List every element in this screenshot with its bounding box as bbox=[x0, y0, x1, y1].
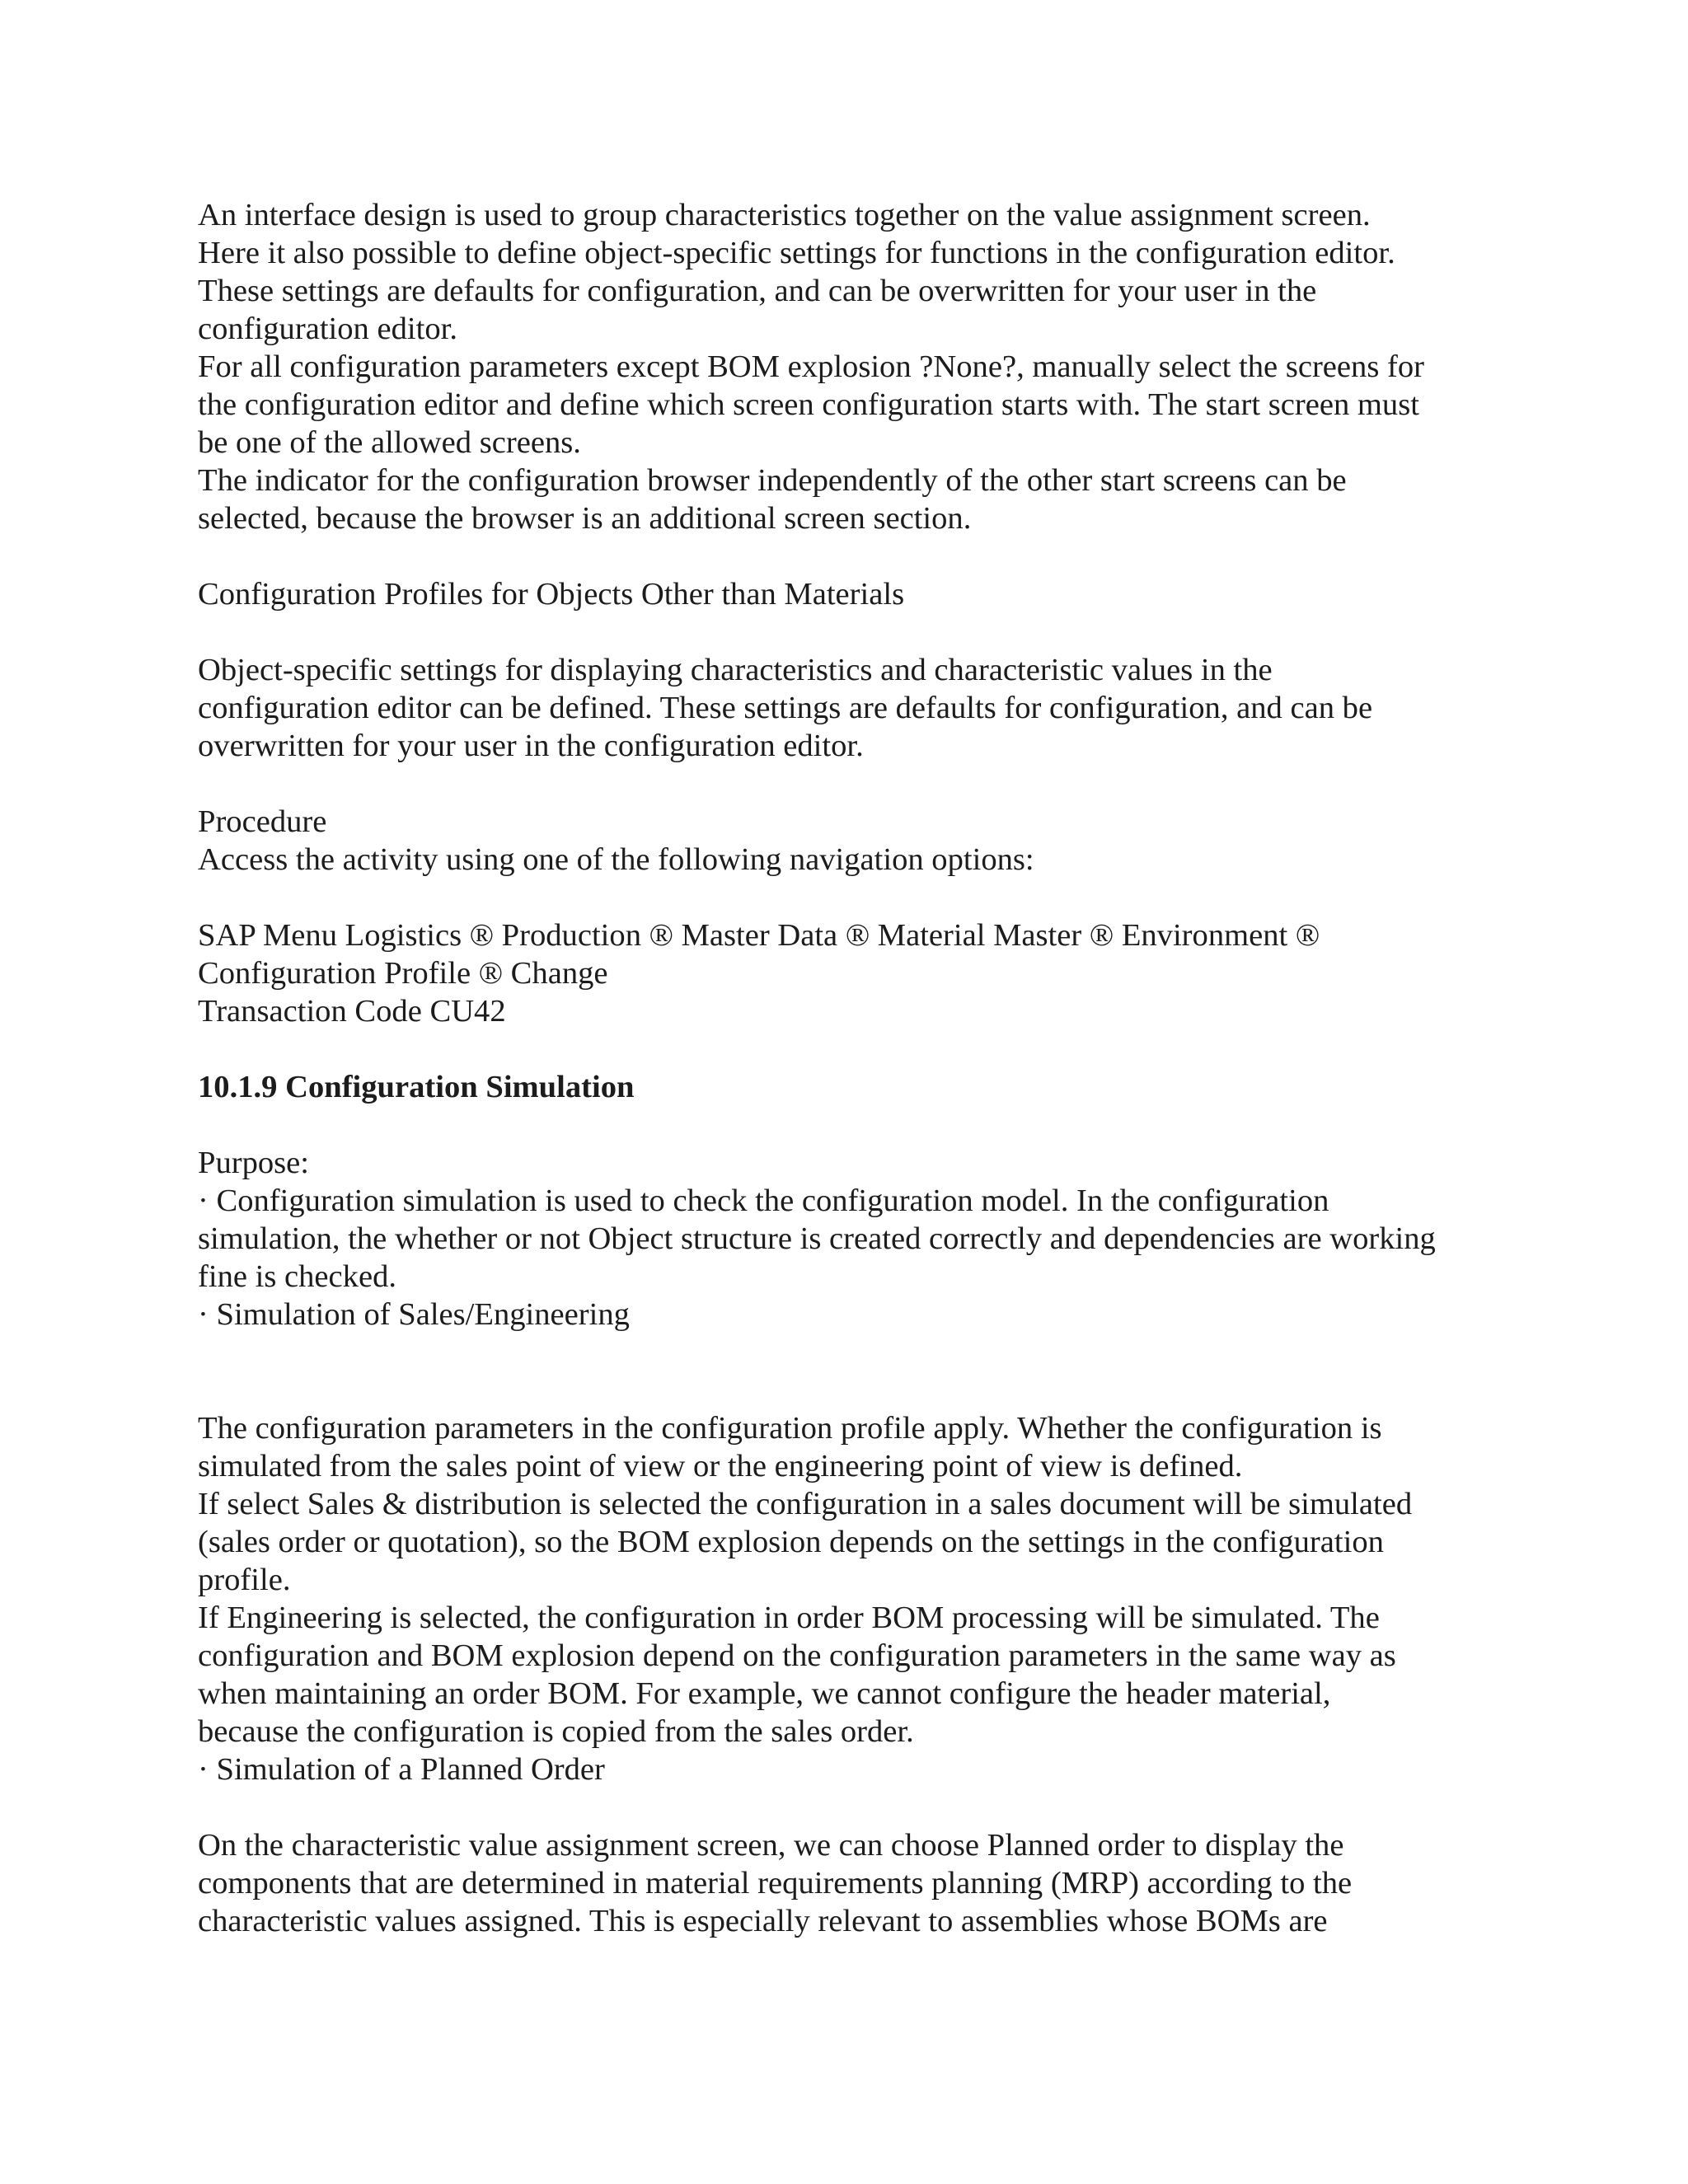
text-line: overwritten for your user in the configuration editor. bbox=[198, 729, 864, 763]
text-line: · Simulation of Sales/Engineering bbox=[198, 1297, 630, 1332]
text-line: profile. bbox=[198, 1563, 291, 1597]
text-line: If Engineering is selected, the configuration in order BOM processing will be simulated. The bbox=[198, 1601, 1380, 1635]
text-line: fine is checked. bbox=[198, 1259, 397, 1294]
paragraph-spacer bbox=[198, 765, 1500, 803]
text-line: Procedure bbox=[198, 804, 327, 839]
text-line: · Simulation of a Planned Order bbox=[198, 1752, 605, 1787]
text-line: Configuration Profile ® Change bbox=[198, 956, 608, 991]
paragraph bbox=[198, 803, 1500, 879]
text-line: For all configuration parameters except BOM explosion ?None?, manually select the screens for bbox=[198, 349, 1424, 384]
text-line: Here it also possible to define object-specific settings for functions in the configuration editor. bbox=[198, 236, 1395, 270]
paragraph-spacer bbox=[198, 1333, 1500, 1409]
text-line: characteristic values assigned. This is especially relevant to assemblies whose BOMs are bbox=[198, 1904, 1328, 1938]
paragraph-spacer bbox=[198, 1030, 1500, 1068]
text-line: selected, because the browser is an additional screen section. bbox=[198, 501, 972, 536]
text-line: the configuration editor and define which screen configuration starts with. The start screen must bbox=[198, 387, 1419, 422]
text-line: configuration editor can be defined. These settings are defaults for configuration, and can be bbox=[198, 691, 1373, 725]
text-line: configuration and BOM explosion depend on the configuration parameters in the same way as bbox=[198, 1638, 1396, 1673]
paragraph-spacer bbox=[198, 879, 1500, 916]
paragraph bbox=[198, 196, 1500, 537]
document-body bbox=[198, 196, 1500, 1940]
text-line: because the configuration is copied from the sales order. bbox=[198, 1714, 914, 1749]
text-line: 10.1.9 Configuration Simulation bbox=[198, 1070, 635, 1104]
text-line: components that are determined in material requirements planning (MRP) according to the bbox=[198, 1866, 1353, 1900]
text-line: Access the activity using one of the following navigation options: bbox=[198, 842, 1034, 877]
paragraph bbox=[198, 1144, 1500, 1333]
text-line: An interface design is used to group characteristics together on the value assignment screen. bbox=[198, 198, 1371, 232]
paragraph bbox=[198, 1826, 1500, 1940]
text-line: If select Sales & distribution is selected the configuration in a sales document will be simulated bbox=[198, 1487, 1413, 1521]
text-line: Purpose: bbox=[198, 1146, 310, 1180]
text-line: The indicator for the configuration browser independently of the other start screens can be bbox=[198, 463, 1347, 498]
paragraph-spacer bbox=[198, 1106, 1500, 1144]
text-line: be one of the allowed screens. bbox=[198, 425, 581, 460]
text-line: · Configuration simulation is used to check the configuration model. In the configuration bbox=[198, 1183, 1329, 1218]
text-line: Object-specific settings for displaying characteristics and characteristic values in the bbox=[198, 653, 1273, 687]
paragraph bbox=[198, 1409, 1500, 1788]
text-line: These settings are defaults for configuration, and can be overwritten for your user in the bbox=[198, 274, 1317, 308]
text-line: Transaction Code CU42 bbox=[198, 994, 506, 1029]
text-line: configuration editor. bbox=[198, 312, 457, 346]
text-line: when maintaining an order BOM. For example, we cannot configure the header material, bbox=[198, 1676, 1331, 1711]
text-line: The configuration parameters in the configuration profile apply. Whether the configuration is bbox=[198, 1411, 1382, 1446]
text-line: On the characteristic value assignment screen, we can choose Planned order to display the bbox=[198, 1828, 1344, 1863]
paragraph-spacer bbox=[198, 613, 1500, 651]
paragraph bbox=[198, 575, 1500, 613]
paragraph bbox=[198, 651, 1500, 765]
paragraph bbox=[198, 916, 1500, 1030]
text-line: SAP Menu Logistics ® Production ® Master Data ® Material Master ® Environment ® bbox=[198, 918, 1320, 953]
paragraph-spacer bbox=[198, 537, 1500, 575]
paragraph-spacer bbox=[198, 1788, 1500, 1826]
text-line: (sales order or quotation), so the BOM explosion depends on the settings in the configuration bbox=[198, 1525, 1384, 1559]
text-line: Configuration Profiles for Objects Other than Materials bbox=[198, 577, 905, 612]
text-line: simulated from the sales point of view or the engineering point of view is defined. bbox=[198, 1449, 1243, 1483]
section-heading bbox=[198, 1068, 1500, 1106]
text-line: simulation, the whether or not Object structure is created correctly and dependencies are working bbox=[198, 1221, 1436, 1256]
